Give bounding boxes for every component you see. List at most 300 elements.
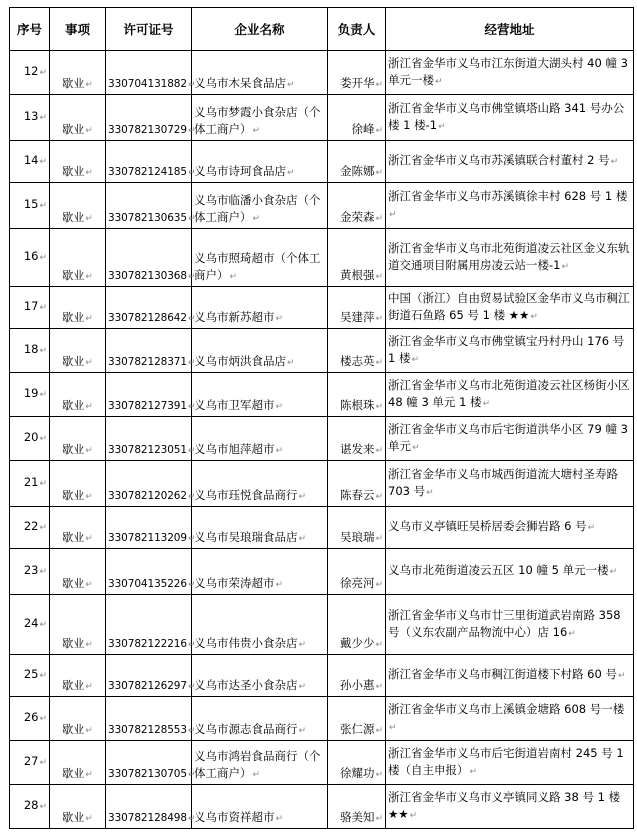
return-mark-icon: ↵ [85, 580, 93, 590]
cell-address-text: 浙江省金华市义乌市佛堂镇宝丹村丹山 176 号 1 楼 [388, 333, 625, 365]
cell-license-text: 330782120262 [108, 490, 187, 502]
return-mark-icon: ↵ [39, 68, 47, 78]
cell-person-text: 戴少少 [339, 636, 375, 650]
return-mark-icon: ↵ [85, 640, 93, 650]
table-row [10, 785, 634, 829]
cell-license [106, 51, 196, 95]
cell-license-text: 330782123051 [108, 444, 187, 456]
cell-person [328, 417, 386, 461]
return-mark-icon: ↵ [252, 214, 261, 224]
return-mark-icon: ↵ [252, 770, 261, 780]
return-mark-icon: ↵ [85, 682, 93, 692]
cell-person [328, 741, 386, 785]
return-mark-icon: ↵ [39, 434, 47, 444]
cell-company [192, 741, 328, 785]
header-seq: 序号 [10, 8, 50, 51]
cell-seq [10, 549, 50, 595]
return-mark-icon: ↵ [85, 272, 93, 282]
cell-company-text: 义乌市珏悦食品商行 [194, 488, 298, 502]
cell-matter-text: 歇业 [62, 123, 85, 136]
return-mark-icon: ↵ [39, 113, 47, 123]
cell-license-text: 330782130635 [108, 212, 187, 224]
cell-matter-text: 歇业 [62, 489, 85, 502]
return-mark-icon: ↵ [85, 214, 93, 224]
cell-person [328, 595, 386, 655]
cell-matter-text: 歇业 [62, 767, 85, 780]
cell-license-text: 330704135226 [108, 578, 187, 590]
return-mark-icon: ↵ [298, 682, 307, 692]
cell-address-text: 浙江省金华市义乌市后宅街道岩南村 245 号 1 楼（自主申报） [388, 745, 624, 777]
cell-address-text: 浙江省金华市义乌市廿三里街道武岩南路 358 号（义东农副产品物流中心）店 16 [388, 607, 621, 639]
cell-person-text: 张仁源 [339, 722, 375, 736]
return-mark-icon: ↵ [85, 726, 93, 736]
cell-matter-text: 歇业 [62, 269, 85, 282]
cell-seq-text: 12 [23, 64, 39, 78]
return-mark-icon: ↵ [252, 126, 261, 136]
return-mark-icon: ↵ [375, 580, 383, 590]
cell-matter-text: 歇业 [62, 723, 85, 736]
return-mark-icon: ↵ [275, 446, 284, 456]
cell-seq-text: 17 [23, 299, 39, 313]
cell-seq [10, 655, 50, 697]
return-mark-icon: ↵ [39, 758, 47, 768]
cell-license-text: 330782130729 [108, 124, 187, 136]
cell-person [328, 507, 386, 549]
cell-license-text: 330782130368 [108, 270, 187, 282]
return-mark-icon: ↵ [187, 682, 196, 692]
cell-person-text: 吴琅瑞 [339, 530, 375, 544]
return-mark-icon: ↵ [187, 168, 196, 178]
return-mark-icon: ↵ [298, 534, 307, 544]
cell-address-text: 义乌市义亭镇旺吴桥居委会狮岩路 6 号 [388, 519, 587, 533]
return-mark-icon: ↵ [287, 358, 295, 368]
cell-license-text: 330782124185 [108, 166, 187, 178]
return-mark-icon: ↵ [482, 398, 491, 409]
cell-seq-text: 27 [23, 754, 39, 768]
cell-address-text: 浙江省金华市义乌市江东街道大湖头村 40 幢 3 单元一楼 [388, 55, 628, 87]
return-mark-icon: ↵ [375, 214, 383, 224]
return-mark-icon: ↵ [298, 492, 307, 502]
table-row [10, 549, 634, 595]
return-mark-icon: ↵ [610, 157, 619, 167]
cell-company-text: 义乌市旭萍超市 [194, 442, 275, 456]
cell-address [386, 373, 634, 417]
cell-person [328, 229, 386, 287]
cell-seq [10, 51, 50, 95]
cell-address [386, 741, 634, 785]
cell-address-text: 浙江省金华市义乌市北苑街道凌云社区金义东轨道交通项目附属用房凌云站一楼-1 [388, 240, 630, 272]
return-mark-icon: ↵ [187, 580, 196, 590]
cell-address [386, 655, 634, 697]
cell-seq [10, 329, 50, 373]
cell-matter-text: 歇业 [62, 531, 85, 544]
return-mark-icon: ↵ [187, 770, 196, 780]
return-mark-icon: ↵ [375, 770, 383, 780]
cell-person-text: 谌发来 [339, 442, 375, 456]
cell-company-text: 义乌市鸿岩食品商行（个体工商户） [194, 749, 321, 780]
return-mark-icon: ↵ [39, 479, 47, 489]
return-mark-icon: ↵ [85, 534, 93, 544]
return-mark-icon: ↵ [187, 214, 196, 224]
return-mark-icon: ↵ [469, 766, 478, 777]
cell-company [192, 595, 328, 655]
cell-company-text: 义乌市源志食品商行 [194, 722, 298, 736]
table-row [10, 655, 634, 697]
header-matter: 事项 [50, 8, 106, 51]
return-mark-icon: ↵ [85, 168, 93, 178]
cell-seq-text: 28 [23, 798, 39, 812]
return-mark-icon: ↵ [85, 446, 93, 456]
table-row [10, 417, 634, 461]
cell-person [328, 141, 386, 183]
cell-seq-text: 15 [23, 197, 39, 211]
return-mark-icon: ↵ [187, 402, 196, 412]
cell-license-text: 330782122216 [108, 638, 187, 650]
cell-company-text: 义乌市炳洪食品店 [194, 354, 286, 368]
cell-matter [50, 655, 106, 697]
cell-person-text: 黄根强 [339, 268, 375, 282]
cell-matter [50, 51, 106, 95]
return-mark-icon: ↵ [275, 314, 284, 324]
cell-license [106, 785, 196, 829]
cell-person [328, 329, 386, 373]
return-mark-icon: ↵ [85, 492, 93, 502]
return-mark-icon: ↵ [561, 261, 570, 272]
cell-person [328, 95, 386, 141]
cell-address-text: 浙江省金华市义乌市佛堂镇塔山路 341 号办公楼 1 楼-1 [388, 100, 625, 132]
cell-company [192, 461, 328, 507]
cell-seq-text: 19 [23, 386, 39, 400]
return-mark-icon: ↵ [375, 126, 383, 136]
cell-company-text: 义乌市荣涛超市 [194, 576, 275, 590]
header-license: 许可证号 [106, 8, 192, 51]
cell-company [192, 655, 328, 697]
return-mark-icon: ↵ [375, 314, 383, 324]
return-mark-icon: ↵ [187, 358, 196, 368]
header-person: 负责人 [328, 8, 386, 51]
cell-person [328, 655, 386, 697]
return-mark-icon: ↵ [375, 682, 383, 692]
return-mark-icon: ↵ [187, 446, 196, 456]
cell-matter-text: 歇业 [62, 637, 85, 650]
cell-matter [50, 141, 106, 183]
return-mark-icon: ↵ [389, 722, 397, 733]
return-mark-icon: ↵ [85, 314, 93, 324]
return-mark-icon: ↵ [39, 201, 47, 211]
return-mark-icon: ↵ [39, 671, 47, 681]
cell-address [386, 329, 634, 373]
cell-matter-text: 歇业 [62, 679, 85, 692]
return-mark-icon: ↵ [39, 157, 47, 167]
cell-seq-text: 21 [23, 475, 39, 489]
cell-seq-text: 22 [23, 519, 39, 533]
cell-address [386, 141, 634, 183]
return-mark-icon: ↵ [187, 314, 196, 324]
return-mark-icon: ↵ [411, 354, 420, 365]
cell-matter [50, 507, 106, 549]
return-mark-icon: ↵ [587, 523, 596, 533]
cell-seq-text: 20 [23, 430, 39, 444]
return-mark-icon: ↵ [375, 168, 383, 178]
cell-license [106, 741, 196, 785]
cell-person [328, 183, 386, 229]
cell-seq [10, 287, 50, 329]
cell-address-text: 中国（浙江）自由贸易试验区金华市义乌市稠江街道石鱼路 65 号 1 楼 ★★ [388, 290, 630, 322]
cell-seq [10, 141, 50, 183]
return-mark-icon: ↵ [187, 272, 196, 282]
return-mark-icon: ↵ [375, 534, 383, 544]
cell-matter-text: 歇业 [62, 165, 85, 178]
cell-matter-text: 歇业 [62, 577, 85, 590]
cell-license-text: 330782130705 [108, 768, 187, 780]
cell-address [386, 785, 634, 829]
header-address: 经营地址 [386, 8, 634, 51]
cell-address-text: 浙江省金华市义乌市苏溪镇徐丰村 628 号 1 楼 [388, 188, 628, 203]
cell-license [106, 549, 196, 595]
return-mark-icon: ↵ [287, 168, 295, 178]
cell-address [386, 461, 634, 507]
cell-company-text: 义乌市卫军超市 [194, 398, 275, 412]
cell-person [328, 785, 386, 829]
table-row [10, 287, 634, 329]
cell-matter [50, 95, 106, 141]
cell-matter-text: 歇业 [62, 811, 85, 824]
cell-address [386, 507, 634, 549]
header-company: 企业名称 [192, 8, 328, 51]
cell-person-text: 徐峰 [351, 122, 375, 136]
return-mark-icon: ↵ [617, 671, 626, 681]
cell-address [386, 595, 634, 655]
cell-company [192, 507, 328, 549]
cell-address-text: 浙江省金华市义乌市上溪镇金塘路 608 号一楼 [388, 701, 625, 716]
cell-seq-text: 24 [23, 616, 39, 630]
cell-license-text: 330782113209 [108, 532, 187, 544]
cell-seq [10, 507, 50, 549]
cell-person-text: 金荣森 [339, 210, 375, 224]
cell-matter-text: 歇业 [62, 355, 85, 368]
return-mark-icon: ↵ [298, 640, 307, 650]
license-table [9, 7, 634, 829]
cell-seq-text: 16 [23, 249, 39, 263]
cell-company [192, 183, 328, 229]
cell-address-text: 义乌市北苑街道凌云五区 10 幢 5 单元一楼 [388, 563, 609, 577]
cell-person-text: 吴建萍 [339, 310, 375, 324]
cell-license [106, 461, 196, 507]
cell-address-text: 浙江省金华市义乌市北苑街道凌云社区杨街小区 48 幢 3 单元 1 楼 [388, 377, 630, 409]
cell-seq [10, 785, 50, 829]
cell-seq [10, 595, 50, 655]
cell-person-text: 陈根珠 [339, 398, 375, 412]
cell-seq [10, 373, 50, 417]
cell-seq-text: 23 [23, 563, 39, 577]
cell-seq [10, 183, 50, 229]
cell-matter [50, 461, 106, 507]
cell-seq [10, 461, 50, 507]
cell-address [386, 417, 634, 461]
cell-address [386, 51, 634, 95]
cell-person-text: 孙小惠 [339, 678, 375, 692]
return-mark-icon: ↵ [435, 76, 443, 87]
cell-license-text: 330782128553 [108, 724, 187, 736]
cell-license [106, 697, 196, 741]
return-mark-icon: ↵ [375, 492, 383, 502]
cell-license [106, 183, 196, 229]
cell-seq [10, 417, 50, 461]
cell-license-text: 330782128371 [108, 356, 187, 368]
cell-company-text: 义乌市吴琅瑞食品店 [194, 530, 298, 544]
cell-license [106, 507, 196, 549]
return-mark-icon: ↵ [412, 442, 420, 453]
return-mark-icon: ↵ [409, 810, 418, 821]
cell-seq [10, 741, 50, 785]
table-row [10, 51, 634, 95]
cell-company [192, 417, 328, 461]
cell-matter-text: 歇业 [62, 443, 85, 456]
return-mark-icon: ↵ [375, 814, 383, 824]
cell-person-text: 陈春云 [339, 488, 375, 502]
cell-seq [10, 697, 50, 741]
return-mark-icon: ↵ [298, 726, 307, 736]
return-mark-icon: ↵ [39, 346, 47, 356]
cell-person-text: 徐耀功 [339, 766, 375, 780]
cell-company-text: 义乌市诗珂食品店 [194, 164, 286, 178]
cell-address-text: 浙江省金华市义乌市稠江街道楼下村路 60 号 [388, 667, 617, 681]
return-mark-icon: ↵ [85, 80, 93, 90]
cell-license [106, 141, 196, 183]
cell-address-text: 浙江省金华市义乌市苏溪镇联合村董村 2 号 [388, 153, 610, 167]
return-mark-icon: ↵ [187, 492, 196, 502]
cell-person [328, 51, 386, 95]
return-mark-icon: ↵ [39, 802, 47, 812]
return-mark-icon: ↵ [275, 580, 284, 590]
cell-matter [50, 741, 106, 785]
table-row [10, 507, 634, 549]
cell-license-text: 330782127391 [108, 400, 187, 412]
cell-seq-text: 25 [23, 667, 39, 681]
return-mark-icon: ↵ [187, 640, 196, 650]
cell-company [192, 329, 328, 373]
return-mark-icon: ↵ [39, 620, 47, 630]
return-mark-icon: ↵ [39, 714, 47, 724]
return-mark-icon: ↵ [187, 80, 196, 90]
return-mark-icon: ↵ [187, 534, 196, 544]
cell-person-text: 娄开华 [339, 76, 375, 90]
table-row [10, 229, 634, 287]
cell-company-text: 义乌市木呆食品店 [194, 76, 286, 90]
return-mark-icon: ↵ [85, 402, 93, 412]
cell-company [192, 229, 328, 287]
cell-matter [50, 417, 106, 461]
table-row [10, 141, 634, 183]
return-mark-icon: ↵ [85, 126, 93, 136]
return-mark-icon: ↵ [389, 209, 397, 220]
return-mark-icon: ↵ [85, 358, 93, 368]
cell-license [106, 329, 196, 373]
return-mark-icon: ↵ [39, 567, 47, 577]
cell-matter [50, 595, 106, 655]
cell-company [192, 785, 328, 829]
return-mark-icon: ↵ [187, 726, 196, 736]
return-mark-icon: ↵ [275, 402, 284, 412]
return-mark-icon: ↵ [375, 358, 383, 368]
cell-matter [50, 549, 106, 595]
cell-company [192, 287, 328, 329]
return-mark-icon: ↵ [85, 814, 93, 824]
cell-person-text: 徐亮河 [339, 576, 375, 590]
cell-seq-text: 18 [23, 342, 39, 356]
cell-matter [50, 183, 106, 229]
cell-matter [50, 697, 106, 741]
cell-matter-text: 歇业 [62, 311, 85, 324]
table-row [10, 329, 634, 373]
cell-license-text: 330782128498 [108, 812, 187, 824]
cell-matter [50, 785, 106, 829]
cell-company [192, 95, 328, 141]
cell-company-text: 义乌市照琦超市（个体工商户） [194, 251, 321, 282]
cell-matter [50, 373, 106, 417]
return-mark-icon: ↵ [229, 272, 238, 282]
return-mark-icon: ↵ [375, 640, 383, 650]
return-mark-icon: ↵ [187, 126, 196, 136]
cell-license [106, 417, 196, 461]
cell-address [386, 287, 634, 329]
header-row [10, 8, 634, 51]
return-mark-icon: ↵ [39, 523, 47, 533]
return-mark-icon: ↵ [287, 80, 295, 90]
cell-matter-text: 歇业 [62, 399, 85, 412]
cell-matter [50, 329, 106, 373]
return-mark-icon: ↵ [39, 390, 47, 400]
return-mark-icon: ↵ [375, 80, 383, 90]
return-mark-icon: ↵ [39, 303, 47, 313]
return-mark-icon: ↵ [426, 487, 434, 498]
table-row [10, 697, 634, 741]
cell-person [328, 461, 386, 507]
cell-matter-text: 歇业 [62, 77, 85, 90]
cell-company-text: 义乌市梦霞小食杂店（个体工商户） [194, 105, 321, 136]
cell-person [328, 549, 386, 595]
cell-address [386, 183, 634, 229]
cell-license [106, 373, 196, 417]
return-mark-icon: ↵ [375, 446, 383, 456]
cell-company-text: 义乌市新苏超市 [194, 310, 275, 324]
table-row [10, 373, 634, 417]
cell-license [106, 95, 196, 141]
return-mark-icon: ↵ [85, 770, 93, 780]
table-row [10, 461, 634, 507]
cell-seq [10, 229, 50, 287]
cell-matter [50, 287, 106, 329]
cell-company-text: 义乌市达圣小食杂店 [194, 678, 298, 692]
return-mark-icon: ↵ [39, 253, 47, 263]
return-mark-icon: ↵ [438, 121, 446, 132]
cell-company-text: 义乌市伟贵小食杂店 [194, 636, 298, 650]
cell-company [192, 51, 328, 95]
cell-seq [10, 95, 50, 141]
cell-seq-text: 13 [23, 109, 39, 123]
table-row [10, 183, 634, 229]
cell-address [386, 697, 634, 741]
cell-company [192, 697, 328, 741]
cell-person [328, 373, 386, 417]
cell-address-text: 浙江省金华市义乌市城西街道流大塘村圣寿路 703 号 [388, 466, 618, 498]
cell-company [192, 373, 328, 417]
cell-company [192, 549, 328, 595]
cell-matter-text: 歇业 [62, 211, 85, 224]
cell-address [386, 549, 634, 595]
cell-company-text: 义乌市资祥超市 [194, 810, 275, 824]
cell-company [192, 141, 328, 183]
